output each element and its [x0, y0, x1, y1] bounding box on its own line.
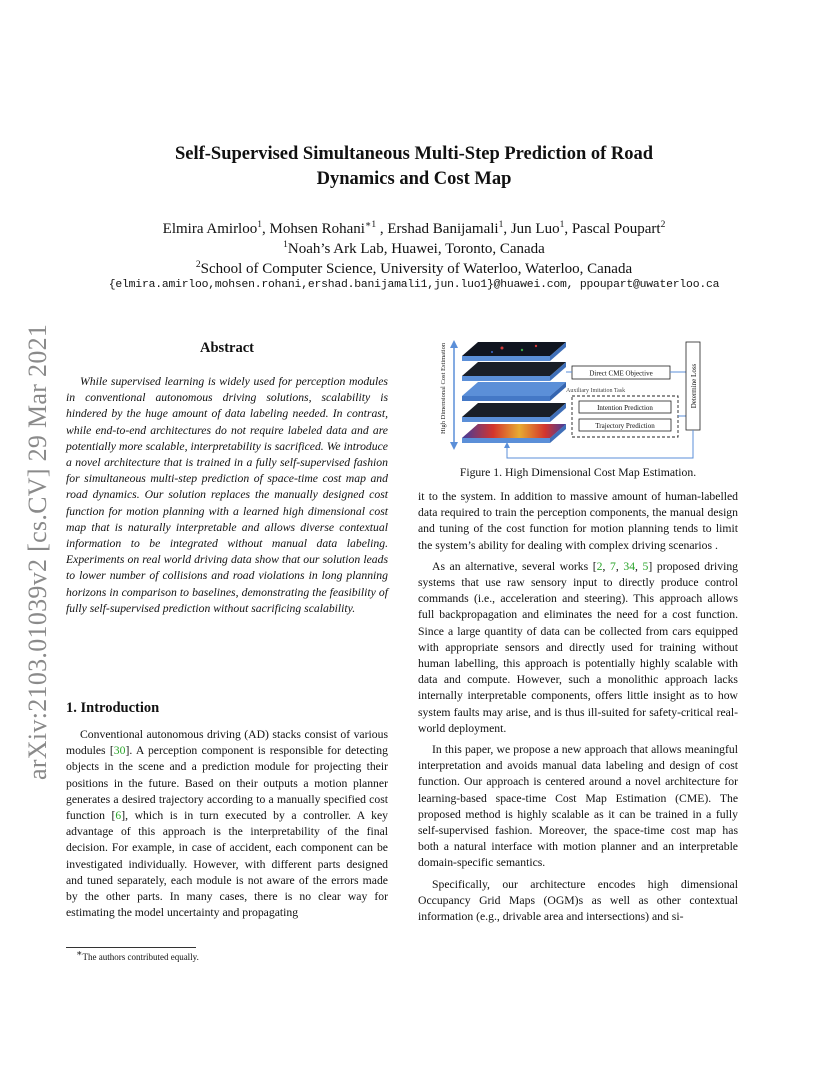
paper-title	[110, 142, 718, 192]
label-aux-task: Auxiliary Imitation Task	[566, 388, 626, 394]
citation-link[interactable]: 2	[596, 559, 603, 573]
author-block	[60, 219, 768, 279]
citation-link[interactable]: 7	[610, 559, 616, 573]
figure-axis-label: High Dimensional Cost Estimation	[440, 342, 447, 434]
figure-1-diagram	[432, 336, 722, 462]
abstract-text: While supervised learning is widely used for perception modules in conventional autonomous driving solutions, scalability is hindered by the huge amount of data labeling needed. In contrast, while end-to-end architectures do not require labeled data and are potentially more scalable, interpretability is sacrificed. We introduce a novel architecture that is trained in a fully self-supervised fashion for simultaneous multi-step prediction of space-time cost map and road dynamics. Our solution replaces the manually designed cost function for motion planning with a learned high dimensional cost map that is naturally interpretable and allows diverse contextual information to be integrated without manual data labeling. Experiments on real world driving data show that our solution leads to lower number of collisions and road violations in long planning horizons in comparison to baselines, demonstrating the feasibility of fully self-supervised prediction without sacrificing scalability.	[66, 375, 388, 615]
right-column-text	[418, 489, 738, 925]
layer-top-ogm	[462, 342, 566, 356]
author-2: Mohsen Rohani	[269, 221, 365, 237]
author-4: Jun Luo	[510, 221, 560, 237]
figure-1-caption: Figure 1. High Dimensional Cost Map Estimation.	[459, 466, 697, 479]
paragraph-alternative: As an alternative, several works [2, 7, 34, 5] proposed driving systems that use raw sensory input to directly produce control commands (i.e., acceleration and steering). This approach allows full backpropagation and eliminates the need for a cost function. Since a large quantity of data can be collected from cars equipped with appropriate sensors and directly used for training without human labelling, this approach is potentially highly scalable with data and compute. However, such a monolithic approach lacks internally interpretable components, offers little insight as to how system faults may arise, and is thus ill-suited for safety-critical real-world deployment.	[418, 559, 739, 735]
arrow-head-up	[450, 340, 458, 348]
arrow-head-down	[450, 442, 458, 450]
footnote: ∗The authors contributed equally.	[76, 949, 199, 962]
layer-blue	[462, 382, 566, 396]
label-trajectory: Trajectory Prediction	[595, 422, 655, 430]
citation-link[interactable]: 34	[623, 559, 636, 573]
paragraph-continued: it to the system. In addition to massive amount of human-labelled data required to train the perception components, the manual design and tuning of the cost function for motion planning tends to limit the system’s ability for dealing with complex driving scenarios .	[418, 490, 738, 552]
intro-paragraph-1: Conventional autonomous driving (AD) stacks consist of various modules [30]. A perception component is responsible for detecting objects in the scene and a prediction module for projecting their positions in the future. Based on their outputs a motion planner generates a desired trajectory according to a manually specified cost function [6], which is in turn executed by a controller. A key advantage of this approach is the interpretability of the final decision. For example, in case of accident, each component can be investigated individually. However, with different parts designed and tuned separately, each module is not aware of the errors made by the other parts. In many cases, there is no clear way for estimating the model uncertainty and propagating	[66, 728, 389, 920]
author-3: Ershad Banijamali	[387, 221, 499, 237]
citation-link[interactable]: 6	[115, 809, 122, 823]
introduction-heading: 1. Introduction	[66, 700, 160, 716]
layer-dark-2	[462, 403, 566, 417]
label-intention: Intention Prediction	[597, 404, 653, 412]
footnote-rule	[66, 947, 196, 948]
author-emails: {elmira.amirloo,mohsen.rohani,ershad.banijamali1,jun.luo1}@huawei.com, ppoupart@uwaterloo.ca	[108, 279, 720, 291]
affiliation-1: $^1$Noah’s Ark Lab, Huawei, Toronto, Canada	[283, 240, 545, 257]
layer-dark-1	[462, 362, 566, 376]
citation-link[interactable]: 5	[642, 559, 649, 573]
citation-link[interactable]: 30	[113, 744, 126, 758]
title-line-2: Dynamics and Cost Map	[316, 169, 512, 189]
arxiv-stamp: arXiv:2103.01039v2 [cs.CV] 29 Mar 2021	[23, 323, 52, 780]
label-determine-loss: Determine Loss	[690, 363, 698, 409]
author-5: Pascal Poupart	[571, 221, 661, 237]
layer-stack	[462, 342, 566, 443]
author-1: Elmira Amirloo	[162, 221, 258, 237]
author-list: Elmira Amirloo$^1$, Mohsen Rohani$^{∗1}$ , Ershad Banijamali$^1$, Jun Luo$^1$, Pascal Poupart$^2$	[162, 220, 666, 237]
affiliation-2: $^2$School of Computer Science, University of Waterloo, Waterloo, Canada	[195, 260, 633, 277]
title-line-1: Self-Supervised Simultaneous Multi-Step Prediction of Road	[174, 144, 654, 164]
paragraph-specifically: Specifically, our architecture encodes high dimensional Occupancy Grid Maps (OGM)s as well as other contextual information (e.g., drivable area and intersections) and si-	[418, 877, 738, 924]
label-direct-cme: Direct CME Objective	[589, 369, 653, 378]
paragraph-proposal: In this paper, we propose a new approach that allows meaningful interpretation and avoids manual data labeling and design of cost function. Our approach is centered around a novel architecture for learning-based space-time Cost Map Estimation (CME). The proposed method is highly scalable as it can be trained in a fully self-supervised fashion. Moreover, the space-time cost map has both a natural interface with motion planner and an interpretable domain-specific semantics.	[418, 743, 738, 870]
abstract-heading: Abstract	[200, 340, 254, 356]
